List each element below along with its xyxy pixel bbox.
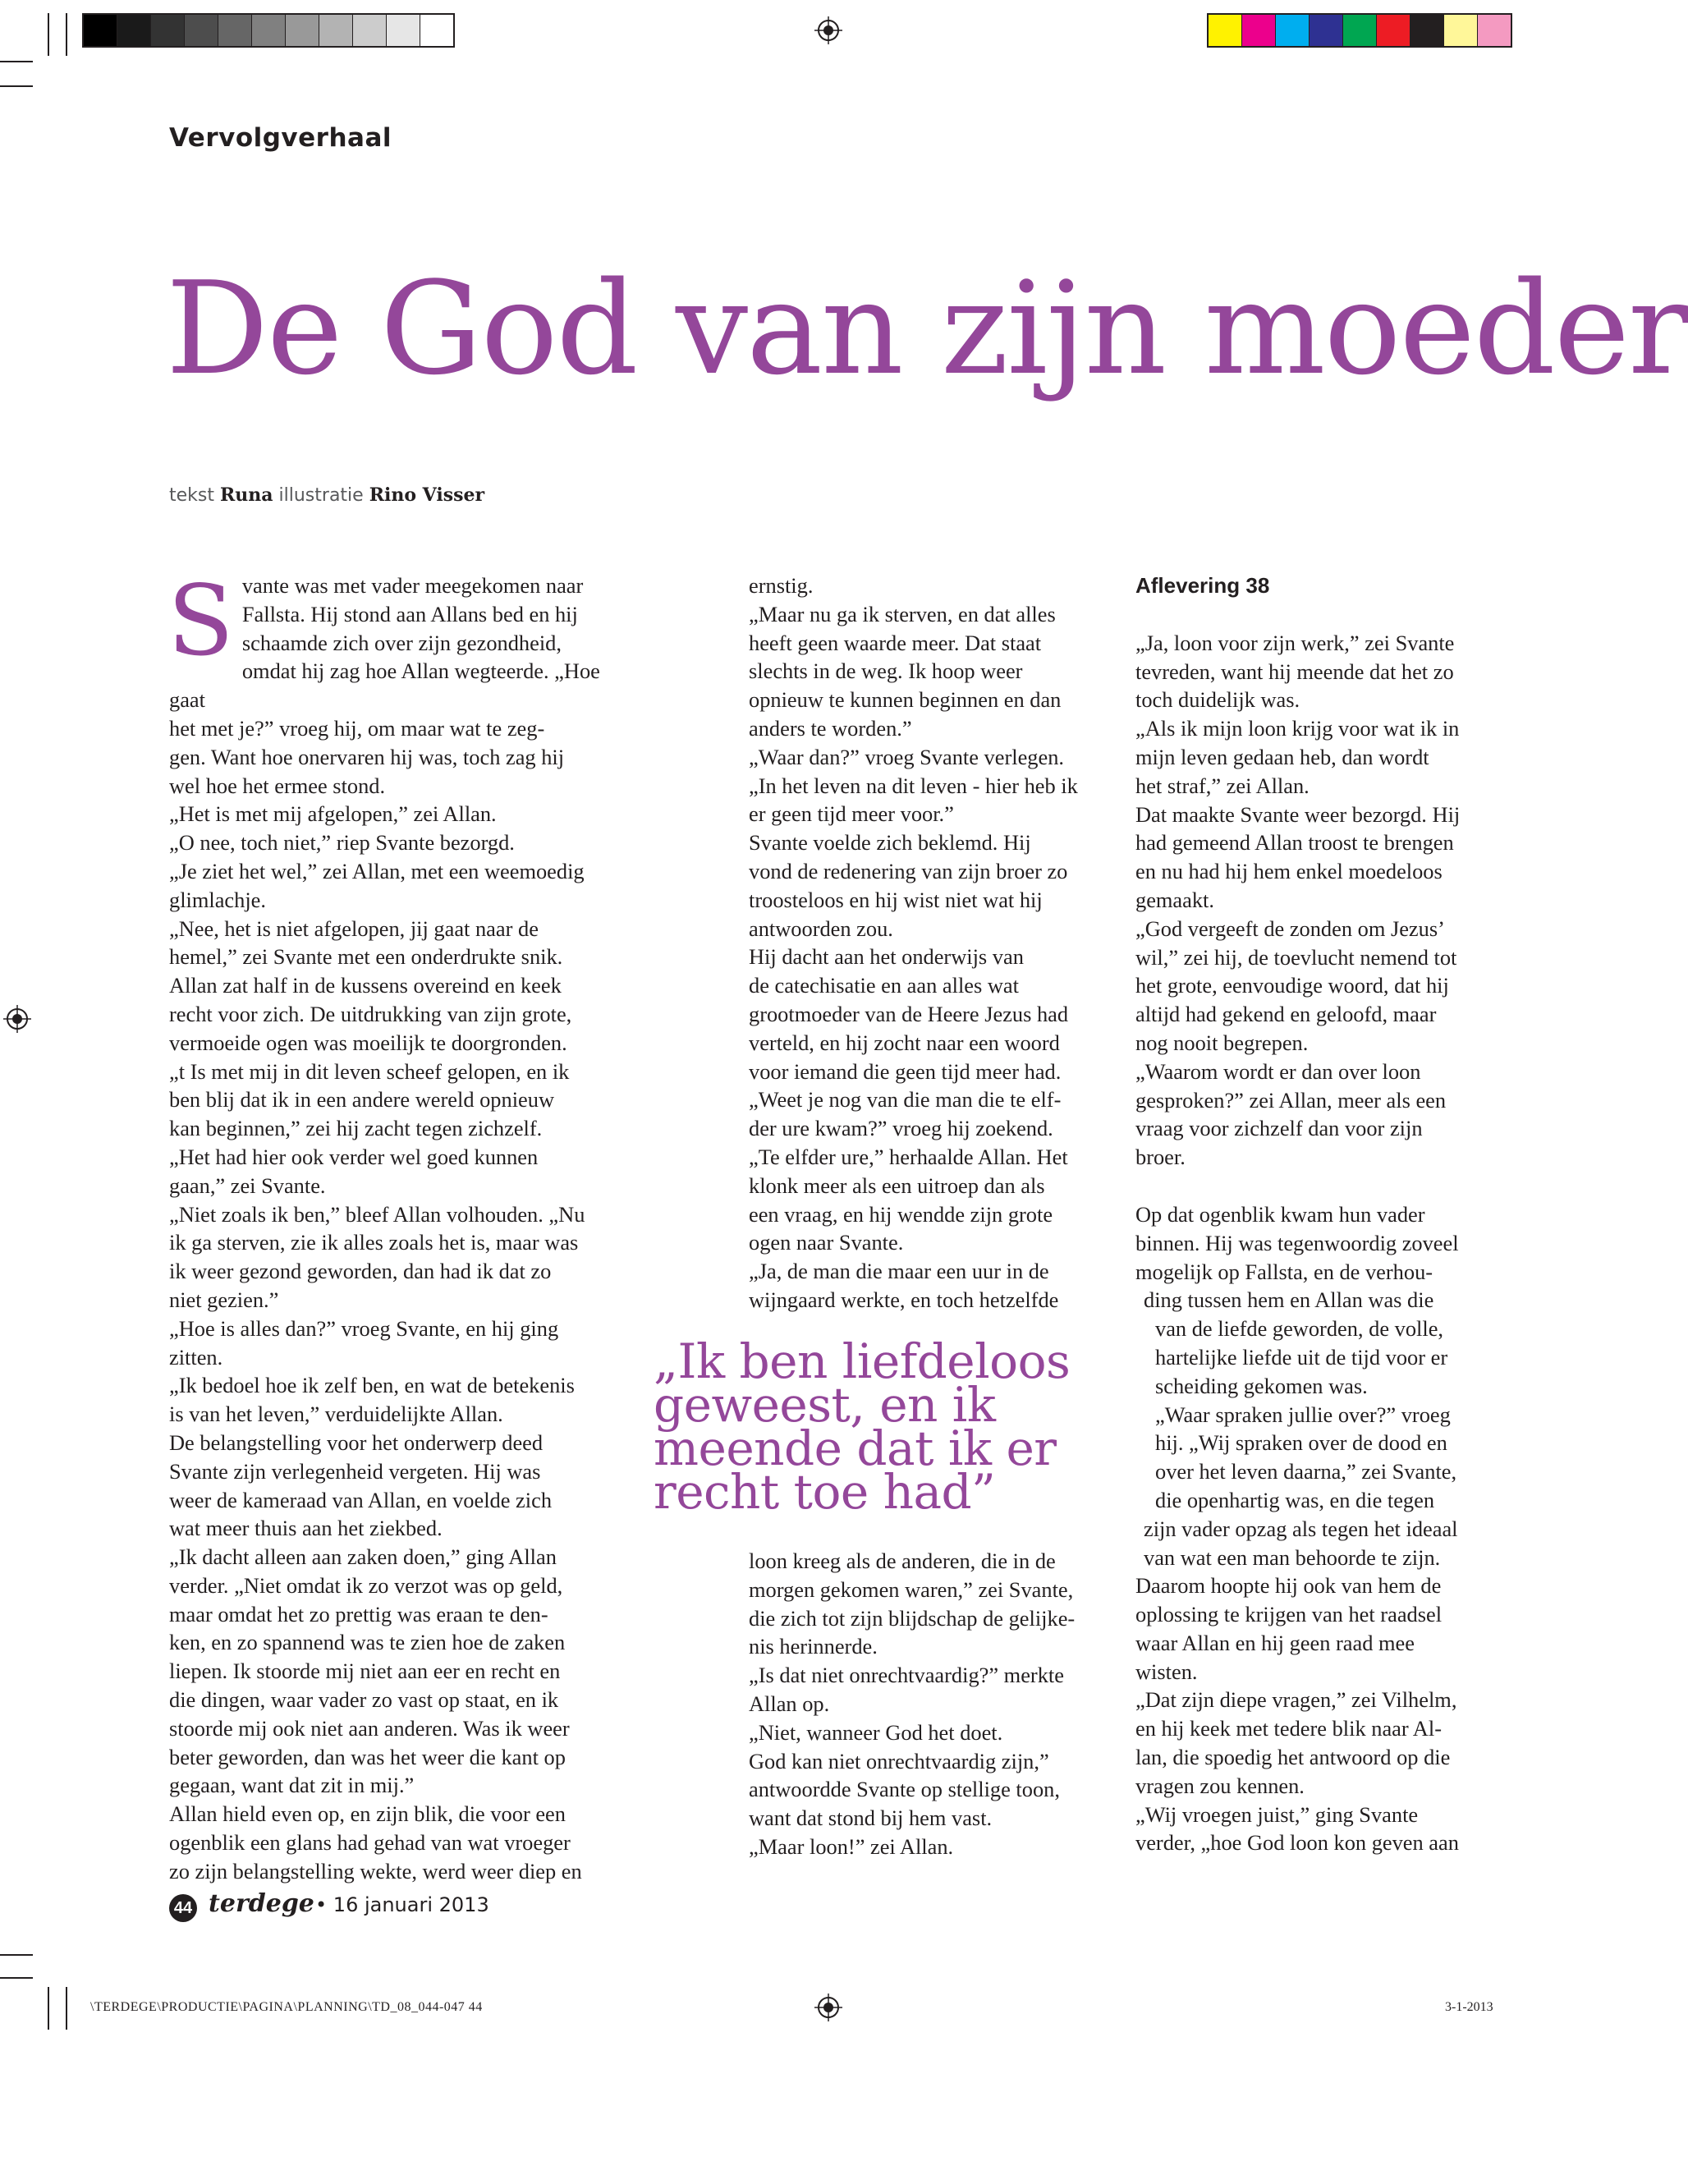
text-line: hartelijke liefde uit de tijd voor er (1155, 1344, 1448, 1370)
text-line: hij. „Wij spraken over de dood en (1155, 1430, 1447, 1456)
color-swatch (151, 15, 185, 46)
text-line: „Ik bedoel hoe ik zelf ben, en wat de betekenis (169, 1373, 575, 1398)
credits (169, 484, 484, 506)
text-line: en nu had hij hem enkel moedeloos (1135, 859, 1443, 884)
episode-label: Aflevering 38 (1135, 573, 1270, 598)
pull-quote-line: „Ik ben liefdeloos (654, 1333, 1071, 1389)
article-column-2-bottom (749, 1547, 1102, 1861)
issue-date-text: 16 januari 2013 (333, 1893, 489, 1916)
text-line: „Weet je nog van die man die te elf- (749, 1087, 1062, 1113)
text-line: „Te elfder ure,” herhaalde Allan. Het (749, 1144, 1068, 1169)
crop-mark (48, 13, 49, 56)
text-line: „Het is met mij afgelopen,” zei Allan. (169, 801, 497, 827)
text-line: „Hoe is alles dan?” vroeg Svante, en hij ging (169, 1315, 559, 1341)
text-line: oplossing te krijgen van het raadsel (1135, 1602, 1443, 1627)
text-line: over het leven daarna,” zei Svante, (1155, 1459, 1457, 1484)
text-line: er geen tijd meer voor.” (749, 801, 954, 827)
text-line: grootmoeder van de Heere Jezus had (749, 1001, 1069, 1026)
article-title: De God van zijn moeder (166, 254, 1688, 403)
text-line: is van het leven,” verduidelijkte Allan. (169, 1402, 503, 1427)
registration-mark-icon (814, 1994, 842, 2021)
text-line: gaan,” zei Svante. (169, 1172, 326, 1198)
text-line: „Wij vroegen juist,” ging Svante (1135, 1801, 1419, 1827)
text-line: „O nee, toch niet,” riep Svante bezorgd. (169, 830, 515, 856)
illustrator-name: Rino Visser (369, 484, 485, 506)
text-line: beter geworden, dan was het weer die kant op (169, 1744, 566, 1769)
author-name: Runa (220, 484, 273, 506)
article-column-3 (1135, 571, 1497, 1857)
text-line: antwoorden zou. (749, 915, 893, 941)
text-line: Svante zijn verlegenheid vergeten. Hij was (169, 1458, 541, 1484)
text-line: Svante voelde zich beklemd. Hij (749, 830, 1031, 856)
text-line: De belangstelling voor het onderwerp deed (169, 1429, 544, 1455)
text-line: „Maar nu ga ik sterven, en dat alles (749, 601, 1056, 626)
section-label: Vervolgverhaal (169, 123, 392, 153)
text-line: wisten. (1135, 1659, 1198, 1684)
article-column-2-top (749, 571, 1102, 1315)
text-line: „Het had hier ook verder wel goed kunnen (169, 1144, 539, 1169)
text-line: „Ik dacht alleen aan zaken doen,” ging Allan (169, 1544, 557, 1570)
text-line: ernstig. (749, 573, 814, 598)
text-line: ding tussen hem en Allan was die (1144, 1287, 1434, 1313)
crop-mark (66, 1987, 67, 2030)
text-line: „Je ziet het wel,” zei Allan, met een weemoedig (169, 858, 585, 883)
text-line: zijn vader opzag als tegen het ideaal (1144, 1516, 1458, 1541)
color-swatch (117, 15, 151, 46)
gray-swatch-bar (82, 13, 455, 48)
text-line: loon kreeg als de anderen, die in de (749, 1549, 1056, 1573)
color-swatch (387, 15, 420, 46)
text-line: van wat een man behoorde te zijn. (1144, 1544, 1441, 1570)
text-line: gesproken?” zei Allan, meer als een (1135, 1087, 1447, 1113)
text-line: „Is dat niet onrechtvaardig?” merkte (749, 1663, 1064, 1688)
color-swatch (252, 15, 286, 46)
text-line: gemaakt. (1135, 887, 1214, 912)
text-line: vermoeide ogen was moeilijk te doorgronden. (169, 1030, 567, 1055)
text-line: wil,” zei hij, de toevlucht nemend tot (1135, 944, 1457, 970)
text-line: van de liefde geworden, de volle, (1155, 1316, 1444, 1342)
text-line: tevreden, want hij meende dat het zo (1135, 658, 1454, 684)
color-swatch (185, 15, 218, 46)
text-line: liepen. Ik stoorde mij niet aan eer en recht en (169, 1659, 561, 1684)
text-line: Op dat ogenblik kwam hun vader (1135, 1201, 1425, 1227)
text-line: God kan niet onrechtvaardig zijn,” (749, 1748, 1049, 1773)
color-swatch (84, 15, 117, 46)
text-line: altijd had gekend en geloofd, maar (1135, 1002, 1437, 1027)
text-line: gegaan, want dat zit in mij.” (169, 1773, 415, 1798)
credit-illustration-label: illustratie (278, 485, 364, 506)
text-line: toch duidelijk was. (1135, 687, 1300, 713)
color-swatch-bar (1207, 13, 1512, 48)
text-line: ogenblik een glans had gehad van wat vroeger (169, 1830, 571, 1856)
crop-mark (0, 61, 33, 62)
text-line: het grote, eenvoudige woord, dat hij (1135, 973, 1449, 998)
text-line: klonk meer als een uitroep dan als (749, 1172, 1045, 1198)
text-line: recht voor zich. De uitdrukking van zijn grote, (169, 1001, 572, 1026)
text-line: slechts in de weg. Ik hoop weer (749, 658, 1023, 684)
text-line: zo zijn belangstelling wekte, werd weer diep en (169, 1858, 582, 1883)
text-line: wijngaard werkte, en toch hetzelfde (749, 1287, 1059, 1312)
text-line: antwoordde Svante op stellige toon, (749, 1777, 1060, 1802)
text-line: verder. „Niet omdat ik zo verzot was op geld, (169, 1572, 563, 1598)
text-line: lan, die spoedig het antwoord op die (1135, 1745, 1451, 1770)
page-number-badge: 44 (169, 1894, 197, 1922)
registration-mark-icon (3, 1005, 31, 1033)
pull-quote-line: recht toe had” (654, 1464, 996, 1520)
text-line: niet gezien.” (169, 1287, 279, 1312)
text-line: „Dat zijn diepe vragen,” zei Vilhelm, (1135, 1687, 1457, 1713)
text-line: Allan op. (749, 1691, 830, 1716)
text-line: waar Allan en hij geen raad mee (1135, 1630, 1415, 1655)
text-line: broer. (1135, 1145, 1186, 1170)
text-line: want dat stond bij hem vast. (749, 1805, 993, 1831)
text-line: die openhartig was, en die tegen (1155, 1487, 1435, 1512)
crop-mark (0, 1954, 33, 1956)
text-line: „t Is met mij in dit leven scheef gelopen, en ik (169, 1058, 570, 1084)
text-line: „Niet, wanneer God het doet. (749, 1719, 1003, 1745)
text-line: stoorde mij ook niet aan anderen. Was ik weer (169, 1715, 570, 1741)
color-swatch (218, 15, 252, 46)
text-line: glimlachje. (169, 887, 266, 912)
text-line: Daarom hoopte hij ook van hem de (1135, 1573, 1442, 1599)
text-line: vragen zou kennen. (1135, 1773, 1305, 1798)
crop-mark (0, 1977, 33, 1979)
text-line: „Maar loon!” zei Allan. (749, 1833, 954, 1859)
text-line: nis herinnerde. (749, 1634, 878, 1659)
crop-mark (48, 1987, 49, 2030)
text-line: had gemeend Allan troost te brengen (1135, 830, 1454, 856)
text-line: Hij dacht aan het onderwijs van (749, 944, 1024, 970)
text-line: ogen naar Svante. (749, 1230, 904, 1255)
text-line: morgen gekomen waren,” zei Svante, (749, 1576, 1074, 1602)
text-line: die zich tot zijn blijdschap de gelijke- (749, 1605, 1076, 1631)
text-line: mijn leven gedaan heb, dan wordt (1135, 744, 1429, 769)
text-line: anders te worden.” (749, 715, 912, 741)
text-line: ben blij dat ik in een andere wereld opnieuw (169, 1087, 555, 1113)
text-line: „Niet zoals ik ben,” bleef Allan volhouden. „Nu (169, 1201, 585, 1227)
text-line: „Waar spraken jullie over?” vroeg (1155, 1402, 1451, 1427)
color-swatch (1410, 15, 1444, 46)
text-line: mogelijk op Fallsta, en de verhou- (1135, 1259, 1433, 1284)
text-line: „Nee, het is niet afgelopen, jij gaat naar de (169, 915, 539, 941)
text-line: het straf,” zei Allan. (1135, 773, 1310, 798)
footer-separator: • (315, 1893, 328, 1916)
text-line: heeft geen waarde meer. Dat staat (749, 630, 1042, 655)
color-swatch (1310, 15, 1343, 46)
text-line: „Ja, de man die maar een uur in de (749, 1259, 1049, 1284)
color-swatch (1377, 15, 1410, 46)
color-swatch (1478, 15, 1511, 46)
color-swatch (1209, 15, 1242, 46)
issue-date (315, 1893, 489, 1916)
text-line: hemel,” zei Svante met een onderdrukte snik. (169, 944, 563, 970)
text-line: vante was met vader meegekomen naar (241, 573, 584, 598)
text-line: vraag voor zichzelf dan voor zijn (1135, 1116, 1423, 1141)
text-line: Allan zat half in de kussens overeind en keek (169, 973, 562, 998)
text-line: weer de kameraad van Allan, en voelde zich (169, 1487, 553, 1512)
magazine-logo: terdege (209, 1889, 314, 1918)
text-line: „Ja, loon voor zijn werk,” zei Svante (1135, 630, 1455, 655)
color-swatch (353, 15, 387, 46)
print-slug-date: 3-1-2013 (1445, 2000, 1493, 2014)
text-line: Dat maakte Svante weer bezorgd. Hij (1135, 801, 1461, 827)
text-line: en hij keek met tedere blik naar Al- (1135, 1716, 1442, 1741)
crop-mark (66, 13, 67, 56)
color-swatch (286, 15, 319, 46)
text-line: een vraag, en hij wendde zijn grote (749, 1201, 1053, 1227)
text-line: wel hoe het ermee stond. (169, 773, 386, 798)
pull-quote-line: geweest, en ik (654, 1377, 996, 1433)
text-line: maar omdat het zo prettig was eraan te den- (169, 1601, 548, 1627)
text-line: scheiding gekomen was. (1155, 1373, 1368, 1398)
print-slug-path: \TERDEGE\PRODUCTIE\PAGINA\PLANNING\TD_08_044-047 44 (90, 2000, 483, 2014)
text-line: ik ga sterven, zie ik alles zoals het is, maar was (169, 1230, 579, 1255)
text-line: „Waarom wordt er dan over loon (1135, 1058, 1421, 1084)
text-line: „In het leven na dit leven - hier heb ik (749, 773, 1078, 798)
text-line: ik weer gezond geworden, dan had ik dat zo (169, 1259, 552, 1284)
text-line: kan beginnen,” zei hij zacht tegen zichzelf. (169, 1116, 543, 1141)
color-swatch (1276, 15, 1310, 46)
registration-mark-icon (814, 16, 842, 44)
text-line: ken, en zo spannend was te zien hoe de zaken (169, 1630, 566, 1655)
text-line: opnieuw te kunnen beginnen en dan (749, 687, 1062, 713)
color-swatch (1242, 15, 1276, 46)
text-line: de catechisatie en aan alles wat (749, 973, 1019, 998)
text-line: troosteloos en hij wist niet wat hij (749, 887, 1043, 912)
text-line: verteld, en hij zocht naar een woord (749, 1030, 1060, 1055)
text-line: het met je?” vroeg hij, om maar wat te zeg- (169, 715, 545, 741)
text-line: omdat hij zag hoe Allan wegteerde. „Hoe gaat (169, 658, 600, 713)
color-swatch (1444, 15, 1478, 46)
article-column-1 (167, 564, 619, 1886)
crop-mark (0, 85, 33, 87)
text-line: wat meer thuis aan het ziekbed. (169, 1516, 443, 1541)
color-swatch (319, 15, 353, 46)
text-line: „Als ik mijn loon krijg voor wat ik in (1135, 716, 1460, 741)
text-line: der ure kwam?” vroeg hij zoekend. (749, 1116, 1053, 1141)
text-line: vond de redenering van zijn broer zo (749, 858, 1068, 883)
color-swatch (420, 15, 453, 46)
text-line: verder, „hoe God loon kon geven aan (1135, 1830, 1459, 1856)
drop-cap: S (167, 564, 234, 677)
text-line: die dingen, waar vader zo vast op staat, en ik (169, 1687, 559, 1713)
text-line: voor iemand die geen tijd meer had. (749, 1058, 1062, 1084)
text-line: „God vergeeft de zonden om Jezus’ (1135, 915, 1445, 941)
text-line: „Waar dan?” vroeg Svante verlegen. (749, 744, 1065, 769)
text-line: nog nooit begrepen. (1135, 1030, 1309, 1055)
text-line: Fallsta. Hij stond aan Allans bed en hij (241, 601, 578, 626)
pull-quote-line: meende dat ik er (654, 1420, 1057, 1476)
credit-text-label: tekst (169, 485, 214, 506)
color-swatch (1343, 15, 1377, 46)
text-line: gen. Want hoe onervaren hij was, toch zag hij (169, 744, 565, 769)
text-line: binnen. Hij was tegenwoordig zoveel (1135, 1230, 1459, 1255)
text-line: Allan hield even op, en zijn blik, die voor een (169, 1801, 566, 1827)
text-line: schaamde zich over zijn gezondheid, (241, 630, 562, 655)
pull-quote (654, 1333, 1113, 1520)
text-line: zitten. (169, 1344, 223, 1370)
